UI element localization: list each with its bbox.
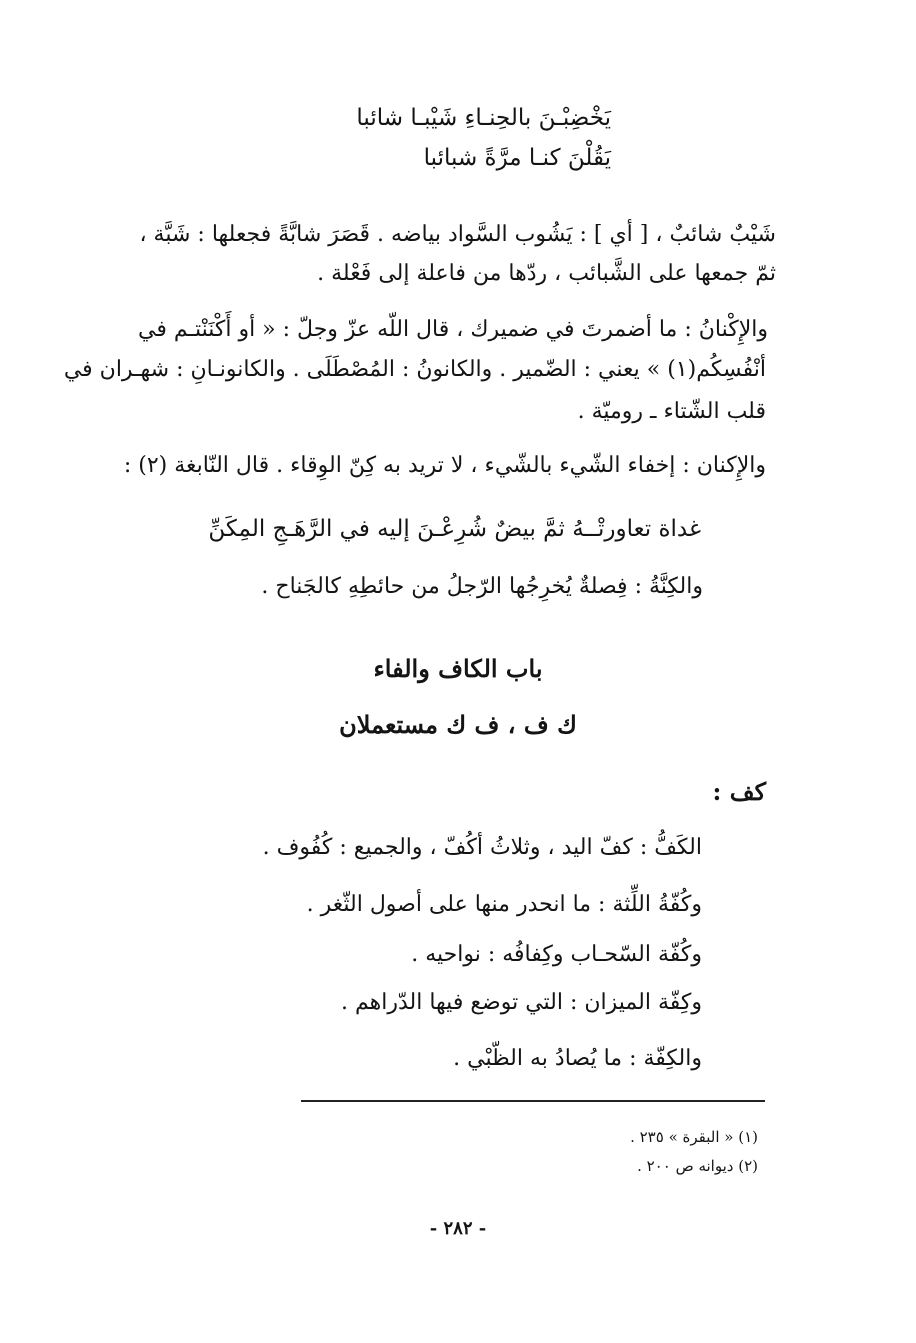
prose-line-2: ثمّ جمعها على الشَّبائب ، ردّها من فاعلة إلى فَعْلة . <box>317 261 776 286</box>
footnote-divider <box>301 1100 765 1102</box>
quoted-verse: غداة تعاورتْــهُ ثمَّ بيضٌ شُرِعْـنَ إليه في الرَّهَـجِ المِكَنِّ <box>208 516 701 542</box>
chapter-subtitle: ك ف ، ف ك مستعملان <box>339 710 577 739</box>
prose-line-3: والإِكْنانُ : ما أضمرتَ في ضميرك ، قال اللّه عزّ وجلّ : « أو أَكْنَنْتـم في <box>138 317 768 342</box>
entry-line-5: والكِفّة : ما يُصادُ به الظّبْي . <box>453 1046 702 1071</box>
prose-line-5: قلب الشّتاء ـ روميّة . <box>577 399 766 424</box>
entry-line-1: الكَفُّ : كفّ اليد ، وثلاثُ أكُفّ ، والجميع : كُفُوف . <box>262 835 702 860</box>
entry-line-2: وكُفّةُ اللِّثة : ما انحدر منها على أصول الثّغر . <box>306 892 702 917</box>
footnote-1: (١) « البقرة » ٢٣٥ . <box>630 1128 758 1146</box>
verse-line-2: يَقُلْنَ كنـا مرَّةً شبائبا <box>423 145 611 171</box>
prose-line-4: أنْفُسِكُم(١) » يعني : الضّمير . والكانونُ : المُصْطَلَى . والكانونـانِ : شهـران في <box>63 357 766 382</box>
entry-line-4: وكِفّة الميزان : التي توضع فيها الدّراهم . <box>341 990 702 1015</box>
prose-line-1: شَيْبٌ شائبٌ ، [ أي ] : يَشُوب السَّواد بياضه . قَصَرَ شابَّةً فجعلها : شَبَّة ، <box>139 222 776 247</box>
chapter-title: باب الكاف والفاء <box>373 654 543 683</box>
footnote-2: (٢) ديوانه ص ٢٠٠ . <box>637 1157 758 1175</box>
entry-line-3: وكُفّة السّحـاب وكِفافُه : نواحيه . <box>411 942 702 967</box>
kinna-definition: والكِنَّةُ : فِصلةٌ يُخرِجُها الرّجلُ من حائطِهِ كالجَناح . <box>261 574 703 599</box>
entry-head: كف : <box>712 777 766 806</box>
prose-line-6: والإِكنان : إخفاء الشّيء بالشّيء ، لا تريد به كِنّ الوِقاء . قال النّابغة (٢) : <box>123 453 766 478</box>
verse-line-1: يَخْضِبْـنَ بالحِنـاءِ شَيْبـا شائبا <box>356 105 611 131</box>
page-number: - ٢٨٢ - <box>429 1218 487 1239</box>
